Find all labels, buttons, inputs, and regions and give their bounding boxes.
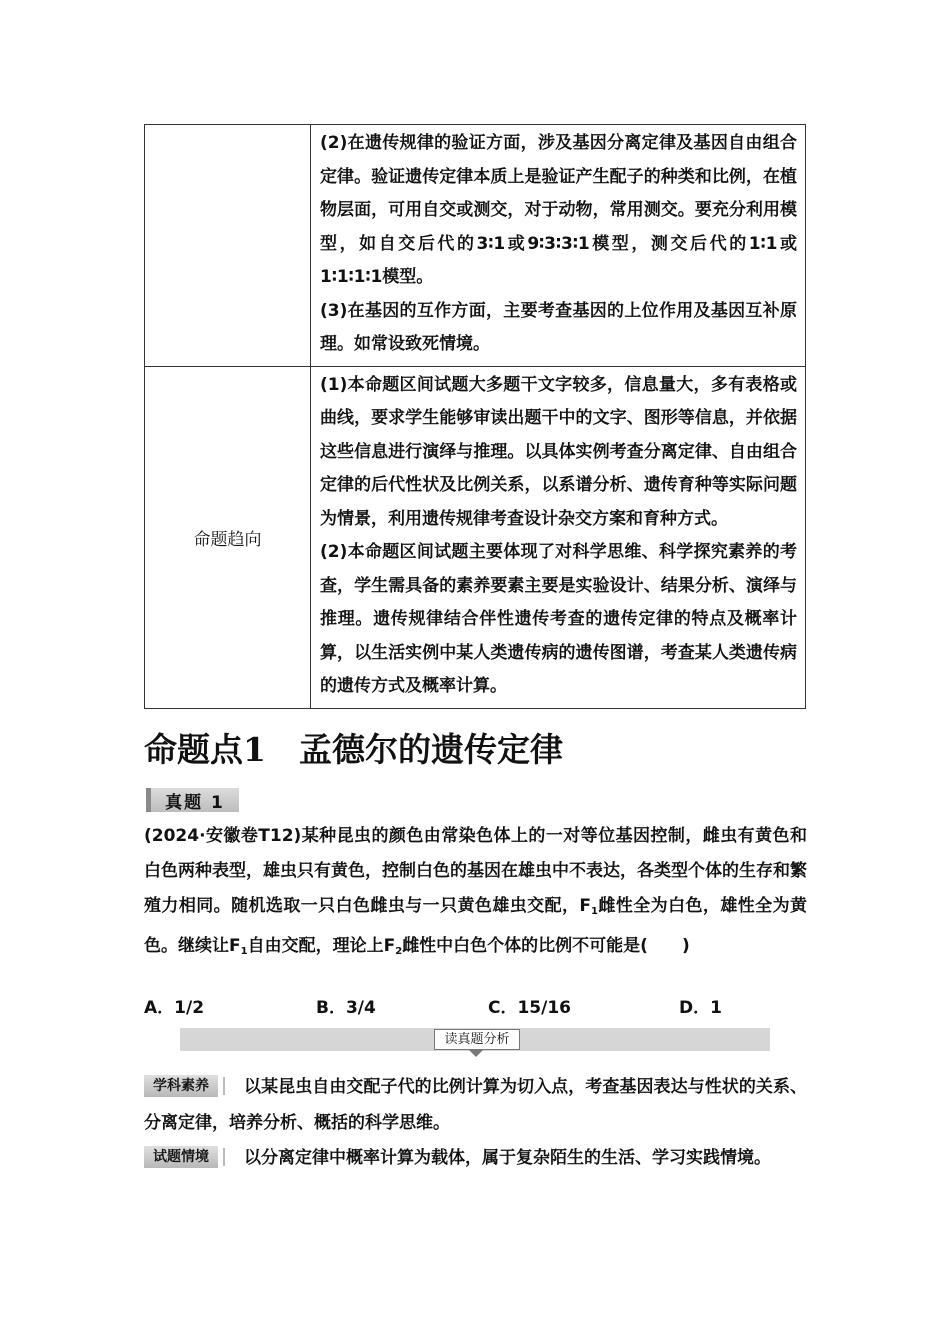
row-content bbox=[311, 125, 806, 367]
literacy-tag: 学科素养 bbox=[144, 1075, 218, 1097]
question-text: (2024·安徽卷T12)某种昆虫的颜色由常染色体上的一对等位基因控制，雌虫有黄色和白色两种表型，雄虫只有黄色，控制白色的基因在雄虫中不表达，各类型个体的生存和繁殖力相同。随机选取一只白色雌虫与一只黄色雄虫交配，F bbox=[144, 826, 807, 916]
option-b[interactable]: B．3/4 bbox=[316, 998, 376, 1018]
option-a[interactable]: A．1/2 bbox=[144, 998, 205, 1018]
option-c[interactable]: C．15/16 bbox=[488, 998, 571, 1018]
row-label: 命题趋向 bbox=[145, 366, 311, 708]
analysis-table bbox=[144, 124, 806, 709]
row-content bbox=[311, 366, 806, 708]
context-tag: 试题情境 bbox=[144, 1146, 218, 1168]
analysis-bar-label: 读真题分析 bbox=[434, 1029, 520, 1050]
section-title: 命题点1 孟德尔的遗传定律 bbox=[144, 730, 563, 769]
paragraph: (2)本命题区间试题主要体现了对科学思维、科学探究素养的考查，学生需具备的素养要素主要是实验设计、结果分析、演绎与推理。遗传规律结合伴性遗传考查的遗传定律的特点及概率计算，以生活实例中某人类遗传病的遗传图谱，考查某人类遗传病的遗传方式及概率计算。 bbox=[320, 542, 797, 696]
subscript: 1 bbox=[240, 946, 248, 957]
paragraph: (2)在遗传规律的验证方面，涉及基因分离定律及基因自由组合定律。验证遗传定律本质上是验证产生配子的种类和比例，在植物层面，可用自交或测交，对于动物，常用测交。要充分利用模型，如自交后代的3∶1或9∶3∶3∶1模型，测交后代的1∶1或1∶1∶1∶1模型。 bbox=[320, 133, 797, 287]
answer-options bbox=[144, 993, 807, 1023]
chevron-down-icon bbox=[469, 1050, 483, 1057]
paragraph: (1)本命题区间试题大多题干文字较多，信息量大，多有表格或曲线，要求学生能够审读出题干中的文字、图形等信息，并依据这些信息进行演绎与推理。以具体实例考查分离定律、自由组合定律的后代性状及比例关系，以系谱分析、遗传育种等实际问题为情景，利用遗传规律考查设计杂交方案和育种方式。 bbox=[320, 374, 797, 529]
table-row bbox=[145, 125, 806, 367]
option-d[interactable]: D．1 bbox=[679, 998, 722, 1018]
paragraph: (3)在基因的互作方面，主要考查基因的上位作用及基因互补原理。如常设致死情境。 bbox=[320, 300, 797, 354]
literacy-text: 以某昆虫自由交配子代的比例计算为切入点，考查基因表达与性状的关系、分离定律，培养分析、概括的科学思维。 bbox=[144, 1077, 807, 1133]
question-text: 雌性全为白色，雄性全为黄色。继续让F bbox=[144, 896, 807, 956]
subscript: 2 bbox=[395, 946, 403, 957]
context-text: 以分离定律中概率计算为载体，属于复杂陌生的生活、学习实践情境。 bbox=[244, 1148, 771, 1168]
row-label bbox=[145, 125, 311, 367]
question-text: 自由交配，理论上F bbox=[247, 936, 396, 956]
question-text: 雌性中白色个体的比例不可能是( ) bbox=[402, 936, 690, 956]
literacy-paragraph bbox=[144, 1069, 807, 1141]
question-badge: 真题 1 bbox=[146, 788, 239, 812]
context-paragraph bbox=[144, 1140, 807, 1176]
question-stem bbox=[144, 819, 807, 969]
subscript: 1 bbox=[591, 906, 598, 917]
table-row bbox=[145, 366, 806, 708]
